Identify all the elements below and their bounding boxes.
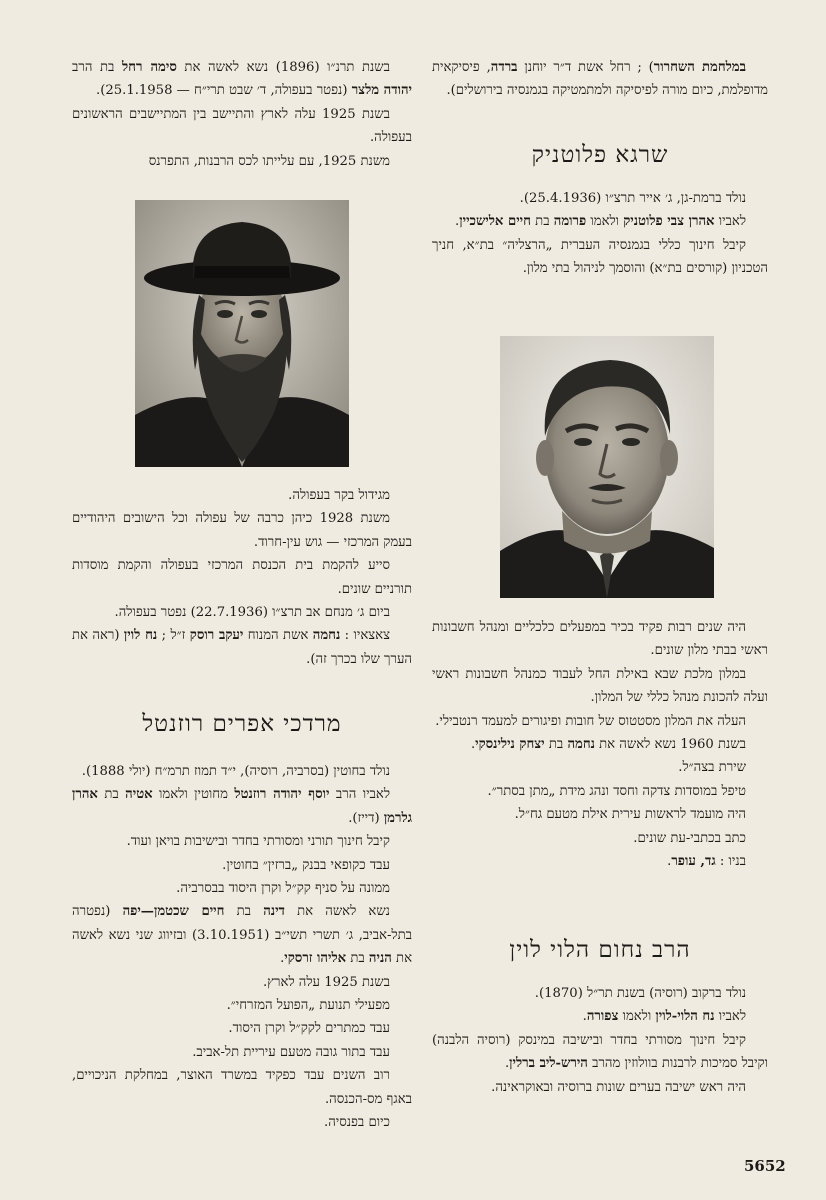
photo-rabbi-portrait bbox=[135, 200, 349, 467]
paragraph: בשנת 1925 עלה לארץ. bbox=[262, 974, 390, 990]
paragraph: בשנת 1925 עלה לארץ והתיישב בין המתיישבים הראשונים בעפולה. bbox=[72, 106, 412, 146]
bold-name: יהודה מלצר bbox=[351, 83, 412, 99]
right-intro bbox=[432, 56, 768, 103]
paragraph: לאביו הרב יוסף יהודה רוזנטל מחוטין ולאמו אטיה בת אהרן גלרמן (דייז). bbox=[72, 787, 412, 826]
paragraph: קיבל חינוך כללי בגמנסיה העברית „הרצליה״ בת״א, חניך הטכניון (קורסים בת״א) והוסמך לניהול בתי מלון. bbox=[432, 237, 768, 277]
bold-name: אהרן גלרמן bbox=[72, 787, 412, 826]
bold-name: אהרן צבי פלוטניק bbox=[623, 214, 715, 230]
bold-name: נח הלוי-לוין bbox=[655, 1009, 715, 1025]
paragraph: סייע להקמת בית הכנסת המרכזי בעפולה והקמת מוסדות תורניים שונים. bbox=[72, 558, 412, 597]
bold-name: חיים אלישכיין bbox=[459, 214, 531, 230]
paragraph: ביום ג׳ מנחם אב תרצ״ו (22.7.1936) נפטר בעפולה. bbox=[114, 605, 390, 621]
entry-name-nahum-halevi-levin: הרב נחום הלוי לוין bbox=[509, 937, 691, 963]
bold-name: אליהו זרסקי bbox=[284, 951, 347, 967]
paragraph: היה ראש ישיבה בערים שונות ברוסיה ובאוקראינה. bbox=[491, 1079, 746, 1095]
intro-text bbox=[432, 56, 768, 103]
paragraph: עבד כקופאי בבנק „ברזין״ בחוטין. bbox=[222, 857, 390, 873]
paragraph: טיפל במוסדות צדקה וחסד ונהג מידת „מתן בסתר״. bbox=[487, 783, 746, 799]
paragraph: קיבל חינוך תורני ומסורתי בחדר ובישיבות בויאן ועוד. bbox=[126, 834, 390, 850]
bold-name: חיים שכטמן—יפה bbox=[122, 904, 225, 920]
entry1-paragraphs bbox=[432, 187, 768, 281]
entry3-body bbox=[72, 760, 412, 1135]
page-number: 5652 bbox=[744, 1157, 786, 1175]
paragraph: העלה את המלון מסטטוס של חובות ופיגורים למעמד רנטבילי. bbox=[435, 713, 746, 729]
entry1-paragraphs-after bbox=[432, 616, 768, 873]
bold-name: אטיה bbox=[125, 787, 153, 803]
bold-name: הניה bbox=[368, 951, 392, 967]
paragraph: במלחמת השחרור) ; רחל אשת ד״ר יוחנן ברדה, פיסיקאית מדופלמת, כיום מורה לפיסיקה ולמתמטיקה בגמנסיה בירושלים). bbox=[432, 60, 768, 99]
bold-name: יצחק נילינסקי bbox=[475, 737, 545, 753]
entry1-body bbox=[432, 187, 768, 281]
paragraph: לאביו אהרן צבי פלוטניק ולאמו פרומה בת חיים אלישכיין. bbox=[455, 214, 746, 230]
paragraph: במלון מלכת שבא באילת החל לעבוד כמנהל חשבונות ראשי ועלה להכונת מנהל כללי של המלון. bbox=[432, 666, 768, 706]
bold-name: הירש-ליב ברלין bbox=[509, 1056, 588, 1072]
bold-name: ברדה bbox=[490, 60, 518, 75]
bold-name: יעקב רוסק bbox=[189, 628, 244, 644]
bold-name: פרומה bbox=[553, 214, 587, 230]
paragraph: רוב השנים עבד כפקיד במשרד האוצר, במחלקת הניכויים, באגף מס-הכנסה. bbox=[72, 1068, 412, 1107]
entry-name-mordechai-efraim-rosenthal: מרדכי אפרים רוזנטל bbox=[142, 711, 342, 737]
paragraph: צאצאיו : נחמה אשת המנוח יעקב רוסק ז״ל ; נח לוין (ראה את הערך שלו בכרך זה). bbox=[72, 628, 412, 667]
bold-name: במלחמת השחרור bbox=[653, 60, 746, 75]
paragraph: לאביו נח הלוי-לוין ולאמו צפורה. bbox=[582, 1009, 746, 1025]
bold-name: נחמה bbox=[567, 737, 595, 753]
paragraph: משנת 1925, עם עלייתו לכס הרבנות, התפרנס bbox=[148, 153, 390, 169]
paragraph: משנת 1928 כיהן כרבה של עפולה וכל הישובים היהודיים בעמק המרכזי — גוש עין-חרוד. bbox=[72, 511, 412, 550]
paragraph: היה מועמד לראשות עירית אילת מטעם גח״ל. bbox=[514, 807, 746, 823]
paragraph: כתב בכתבי-עת שונים. bbox=[633, 830, 746, 846]
paragraph: עבד בתור גובה מטעם עיריית תל-אביב. bbox=[192, 1044, 390, 1060]
bold-name: סימה רחל bbox=[122, 60, 177, 75]
paragraph: נשא לאשה את דינה בת חיים שכטמן—יפה (נפטרה בתל-אביב, ג׳ תשרי תשי״ב (3.10.1951) ובזיווג שני נשא לאשה את הניה בת אליהו זרסקי. bbox=[72, 904, 412, 967]
entry3-paragraphs bbox=[72, 760, 412, 1135]
paragraph: בשנת 1960 נשא לאשה את נחמה בת יצחק נילינסקי. bbox=[470, 737, 746, 753]
left-after-photo bbox=[72, 484, 412, 671]
paragraph: נולד בחוטין (בסרביה, רוסיה), י״ד תמוז תרמ״ח (יולי 1888). bbox=[81, 764, 390, 779]
entry2-body bbox=[432, 982, 768, 1099]
paragraph: מגידול בקר בעפולה. bbox=[288, 488, 390, 503]
paragraph: בשנת תרנ״ו (1896) נשא לאשה את סימה רחל בת הרב יהודה מלצר (נפטר בעפולה, ד׳ שבט תרי״ח — 25.1.1958). bbox=[72, 60, 412, 99]
entry1-body-continued bbox=[432, 616, 768, 873]
left-after-photo-paragraphs bbox=[72, 484, 412, 671]
paragraph: קיבל חינוך מסורתי בחדר ובישיבה במינסק (רוסיה הלבנה) וקיבל סמיכות לרבנות בוולוזין מהרב הירש-ליב ברלין. bbox=[432, 1032, 768, 1072]
paragraph: עבד כמתרים לקק״ל וקרן היסוד. bbox=[228, 1021, 390, 1037]
bold-name: דינה bbox=[263, 904, 285, 920]
paragraph: שירת בצה״ל. bbox=[678, 760, 746, 776]
entry2-paragraphs bbox=[432, 982, 768, 1099]
paragraph: בניו : גד, עופר. bbox=[667, 854, 746, 870]
bold-name: נח לוין bbox=[123, 628, 158, 644]
left-top-paragraphs bbox=[72, 56, 412, 173]
paragraph: מפעילי תנועת „הפועל המזרחי״. bbox=[226, 998, 390, 1014]
paragraph: נולד ברקוב (רוסיה) בשנת תר״ל (1870). bbox=[534, 986, 746, 1001]
paragraph: ממונה על סניף קק״ל וקרן היסוד בבסרביה. bbox=[176, 881, 390, 897]
bold-name: נחמה bbox=[312, 628, 341, 644]
bold-name: צפורה bbox=[586, 1009, 619, 1025]
paragraph: נולד ברמת-גן, ג׳ אייר תרצ״ו (25.4.1936). bbox=[519, 191, 746, 206]
photo-man-portrait bbox=[500, 336, 714, 598]
left-top-text bbox=[72, 56, 412, 173]
paragraph: היה שנים רבות פקיד בכיר במפעלים כלכליים ומנהל חשבונות ראשי בבתי מלון שונים. bbox=[432, 620, 768, 659]
entry-name-shraga-plotnik: שרגא פלוטניק bbox=[531, 142, 669, 168]
paragraph: כיום בפנסיה. bbox=[324, 1115, 390, 1131]
bold-name: גד, עופר bbox=[671, 854, 716, 870]
bold-name: יוסף יהודה רוזנטל bbox=[234, 787, 330, 803]
